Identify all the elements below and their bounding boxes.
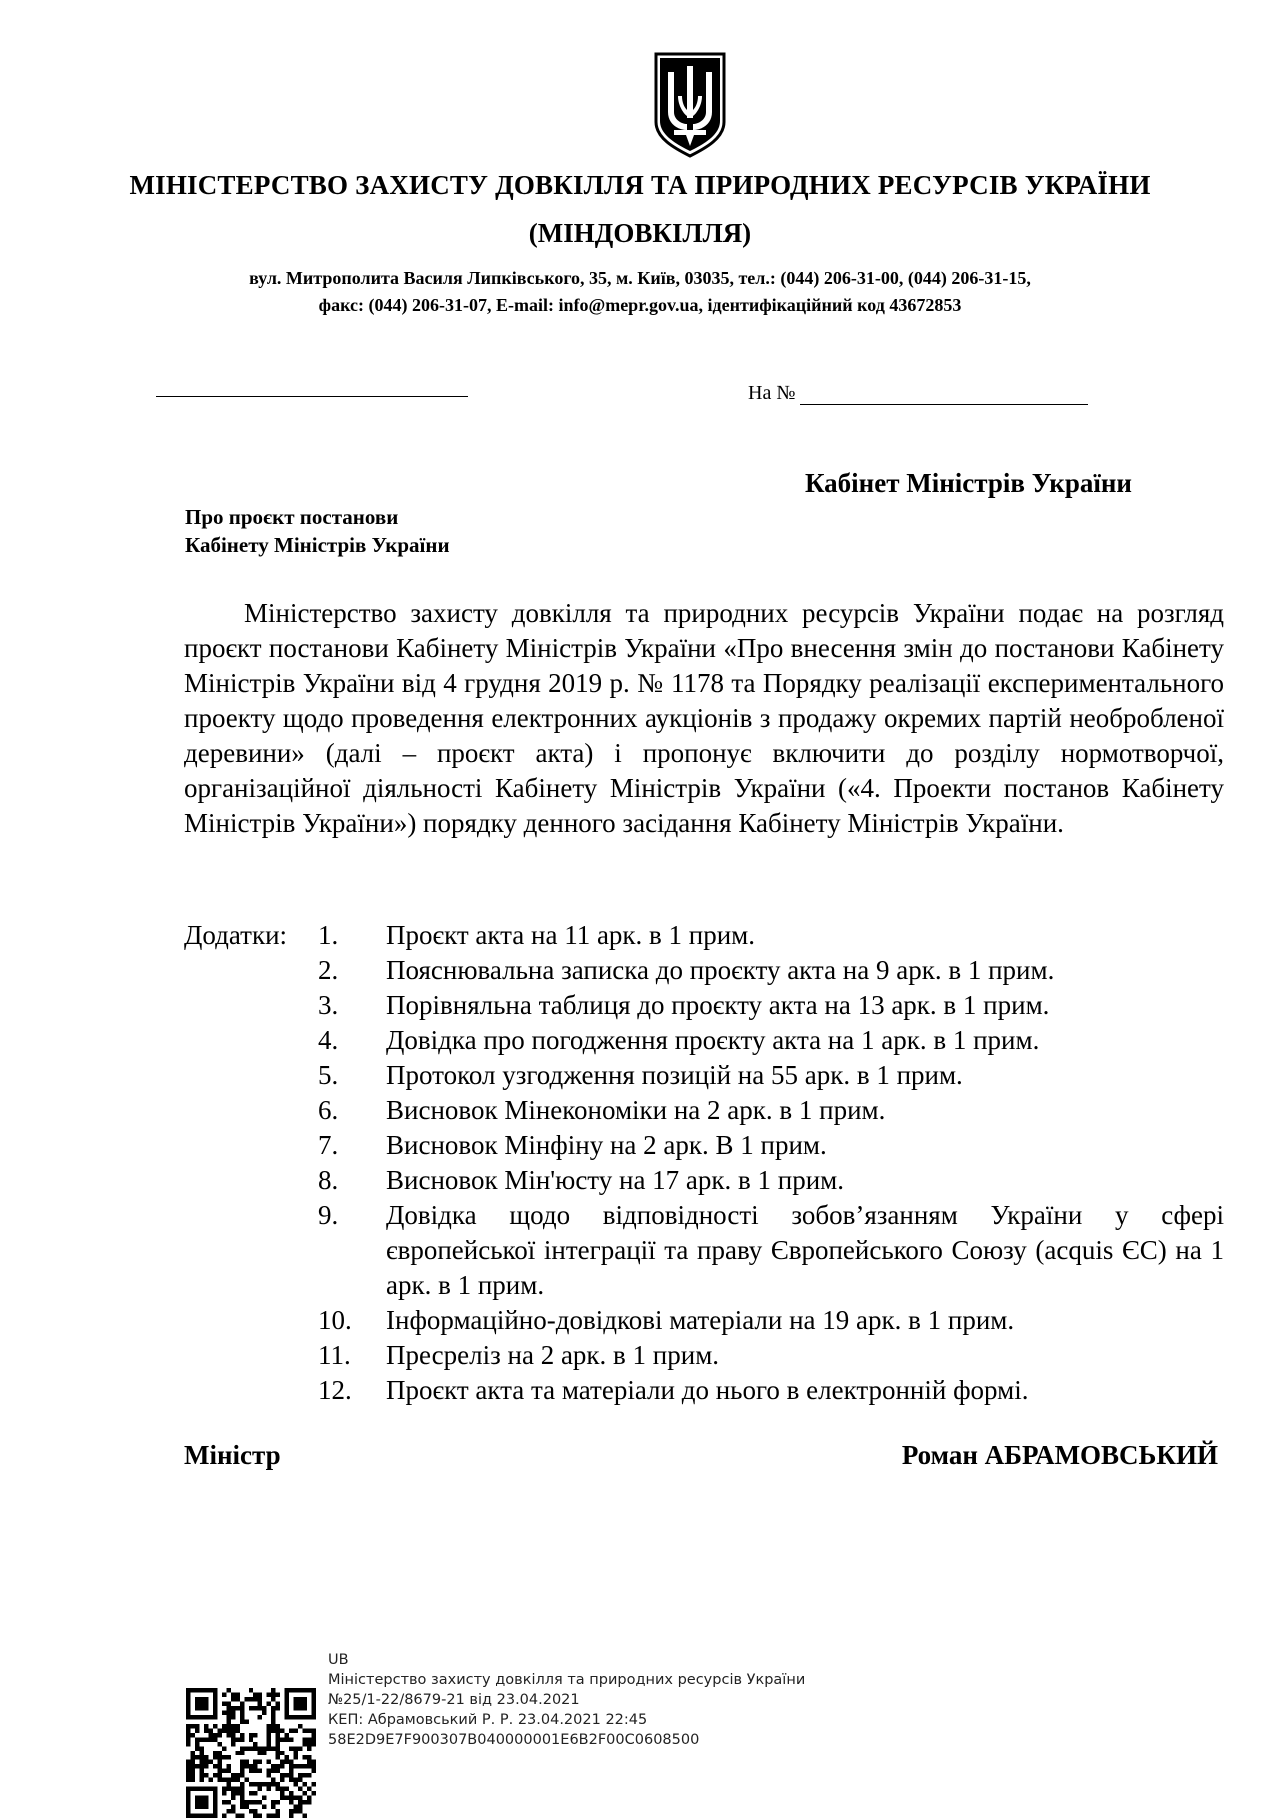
qr-code-icon xyxy=(186,1688,316,1818)
attachments-label: Додатки: xyxy=(184,920,288,950)
stamp-line-1: UB xyxy=(328,1652,349,1668)
attachment-number: 1. xyxy=(318,920,339,950)
attachment-item xyxy=(318,1373,1224,1408)
attachment-item xyxy=(318,1163,1224,1198)
signatory-name: Роман АБРАМОВСЬКИЙ xyxy=(901,1440,1218,1470)
stamp-line-5: 58E2D9E7F900307B040000001E6B2F00C0608500 xyxy=(328,1732,700,1748)
subject-line-2: Кабінету Міністрів України xyxy=(185,533,450,557)
attachment-number: 7. xyxy=(318,1130,339,1160)
attachment-text: Висновок Мінекономіки на 2 арк. в 1 прим. xyxy=(386,1095,886,1125)
address-line-1: вул. Митрополита Василя Липківського, 35, м. Київ, 03035, тел.: (044) 206-31-00, (044) 206-31-15, xyxy=(249,268,1031,288)
attachment-item xyxy=(318,1338,1224,1373)
addressee: Кабінет Міністрів України xyxy=(804,468,1132,498)
attachments-list xyxy=(318,918,1224,1408)
attachment-text: Пояснювальна записка до проєкту акта на 9 арк. в 1 прим. xyxy=(386,955,1055,985)
attachment-text: Висновок Мін'юсту на 17 арк. в 1 прим. xyxy=(386,1165,845,1195)
coat-of-arms-icon xyxy=(652,50,728,158)
letter-body: Міністерство захисту довкілля та природних ресурсів України подає на розгляд проєкт постанови Кабінету Міністрів України «Про внесення змін до постанови Кабінету Міністрів України від 4 грудня 2019 р. № 1178 та Порядку реалізації експериментального проекту щодо проведення електронних аукціонів з продажу окремих партій необробленої деревини» (далі – проєкт акта) і пропонує включити до розділу нормотворчої, організаційної діяльності Кабінету Міністрів України («4. Проекти постанов Кабінету Міністрів України») порядку денного засідання Кабінету Міністрів України. xyxy=(184,598,1224,838)
attachment-text: Інформаційно-довідкові матеріали на 19 арк. в 1 прим. xyxy=(386,1305,1015,1335)
attachment-item xyxy=(318,1023,1224,1058)
attachment-text: Проєкт акта та матеріали до нього в електронній формі. xyxy=(386,1375,1029,1405)
attachment-item xyxy=(318,1303,1224,1338)
attachment-number: 8. xyxy=(318,1165,339,1195)
attachment-text: Протокол узгодження позицій на 55 арк. в 1 прим. xyxy=(386,1060,963,1090)
outgoing-number-line xyxy=(156,396,468,397)
attachment-number: 10. xyxy=(318,1305,352,1335)
attachment-number: 4. xyxy=(318,1025,339,1055)
stamp-line-2: Міністерство захисту довкілля та природних ресурсів України xyxy=(328,1672,806,1688)
attachment-item xyxy=(318,1058,1224,1093)
attachment-item xyxy=(318,988,1224,1023)
attachment-text: Висновок Мінфіну на 2 арк. В 1 прим. xyxy=(386,1130,827,1160)
reference-number-line xyxy=(800,404,1088,405)
attachment-text: Порівняльна таблиця до проєкту акта на 13 арк. в 1 прим. xyxy=(386,990,1050,1020)
e-signature-stamp xyxy=(328,1650,805,1750)
attachment-number: 9. xyxy=(318,1200,339,1230)
attachment-text: Проєкт акта на 11 арк. в 1 прим. xyxy=(386,920,756,950)
signatory-position: Міністр xyxy=(184,1440,281,1470)
attachment-number: 6. xyxy=(318,1095,339,1125)
stamp-line-3: №25/1-22/8679-21 від 23.04.2021 xyxy=(328,1692,580,1708)
stamp-line-4: КЕП: Абрамовський Р. Р. 23.04.2021 22:45 xyxy=(328,1712,648,1728)
attachment-number: 12. xyxy=(318,1375,352,1405)
address-line-2: факс: (044) 206-31-07, E-mail: info@mepr.gov.ua, ідентифікаційний код 43672853 xyxy=(318,295,962,315)
reference-label: На № xyxy=(748,382,796,404)
attachment-number: 3. xyxy=(318,990,339,1020)
ministry-abbreviation: (МІНДОВКІЛЛЯ) xyxy=(528,218,752,248)
attachment-item xyxy=(318,1128,1224,1163)
attachment-text: Пресреліз на 2 арк. в 1 прим. xyxy=(386,1340,720,1370)
attachment-number: 2. xyxy=(318,955,339,985)
subject-line-1: Про проєкт постанови xyxy=(185,505,399,529)
attachment-text: Довідка про погодження проєкту акта на 1 арк. в 1 прим. xyxy=(386,1025,1040,1055)
attachment-number: 5. xyxy=(318,1060,339,1090)
attachment-item xyxy=(318,1198,1224,1303)
attachment-text: Довідка щодо відповідності зобов’язанням України у сфері європейської інтеграції та праву Європейського Союзу (acquis ЄС) на 1 арк. в 1 прим. xyxy=(386,1200,1224,1300)
attachment-number: 11. xyxy=(318,1340,351,1370)
ministry-name: МІНІСТЕРСТВО ЗАХИСТУ ДОВКІЛЛЯ ТА ПРИРОДНИХ РЕСУРСІВ УКРАЇНИ xyxy=(129,170,1151,200)
attachment-item xyxy=(318,918,1224,953)
attachment-item xyxy=(318,953,1224,988)
attachment-item xyxy=(318,1093,1224,1128)
